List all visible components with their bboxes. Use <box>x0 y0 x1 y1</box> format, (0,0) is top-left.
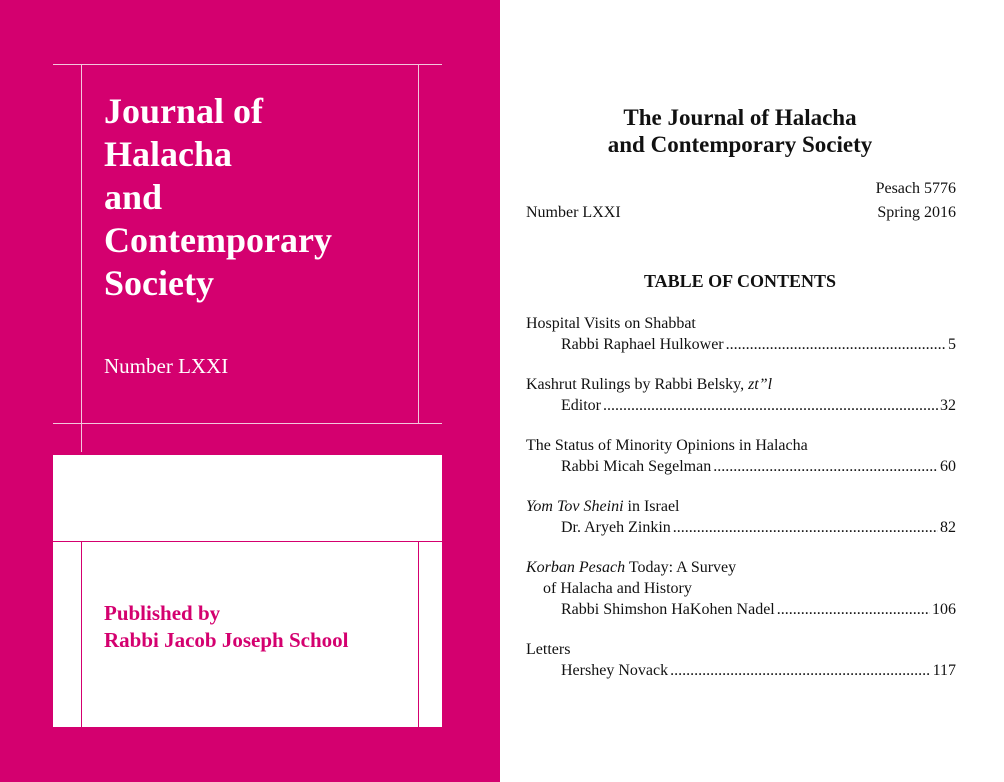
cover-frame-left <box>81 64 82 452</box>
publisher-text: Published by Rabbi Jacob Joseph School <box>104 601 349 652</box>
leader-dots <box>777 599 930 620</box>
leader-dots <box>726 334 946 355</box>
journal-cover <box>0 0 500 782</box>
toc-entry[interactable] <box>526 639 956 681</box>
entry-page: 117 <box>932 662 956 679</box>
toc-entry[interactable] <box>526 374 956 416</box>
entry-title: Hospital Visits on Shabbat <box>526 315 696 332</box>
entry-title-line2: of Halacha and History <box>543 580 692 597</box>
toc-entry[interactable] <box>526 435 956 477</box>
entry-author: Editor <box>561 397 601 414</box>
box-rule-left <box>81 541 82 727</box>
entry-title: The Status of Minority Opinions in Halacha <box>526 437 808 454</box>
cover-issue-number: Number LXXI <box>104 354 229 378</box>
toc-page <box>500 0 1004 782</box>
leader-dots <box>603 395 938 416</box>
entry-page: 5 <box>948 336 956 353</box>
toc-entry[interactable] <box>526 313 956 355</box>
toc-entry[interactable] <box>526 496 956 538</box>
issue-label: Pesach 5776 <box>875 180 956 197</box>
entry-title: Kashrut Rulings by Rabbi Belsky, zt”l <box>526 376 773 393</box>
publisher-box <box>53 455 442 727</box>
issue-season: Spring 2016 <box>877 204 956 221</box>
journal-title: The Journal of Halacha and Contemporary Society <box>607 105 873 157</box>
entry-title: Letters <box>526 641 571 658</box>
box-rule-right <box>418 541 419 727</box>
box-rule-top <box>53 541 442 542</box>
issue-number: Number LXXI <box>526 204 621 221</box>
leader-dots <box>670 660 931 681</box>
leader-dots <box>713 456 938 477</box>
entry-page: 106 <box>932 601 956 618</box>
entry-page: 60 <box>940 458 956 475</box>
entry-author: Rabbi Micah Segelman <box>561 458 712 475</box>
entry-author: Dr. Aryeh Zinkin <box>561 519 671 536</box>
entry-author: Rabbi Shimshon HaKohen Nadel <box>561 601 775 618</box>
entry-author: Rabbi Raphael Hulkower <box>561 336 724 353</box>
entry-title: Korban Pesach Today: A Survey <box>526 559 737 576</box>
cover-frame-mid <box>53 423 442 424</box>
cover-title: Journal of Halacha and Contemporary Society <box>104 91 332 303</box>
entry-page: 32 <box>940 397 956 414</box>
leader-dots <box>673 517 938 538</box>
entry-page: 82 <box>940 519 956 536</box>
entry-title: Yom Tov Sheini in Israel <box>526 498 680 515</box>
cover-frame-top <box>53 64 442 65</box>
entry-author: Hershey Novack <box>561 662 669 679</box>
toc-entry[interactable] <box>526 557 956 620</box>
toc-heading: TABLE OF CONTENTS <box>643 271 837 291</box>
